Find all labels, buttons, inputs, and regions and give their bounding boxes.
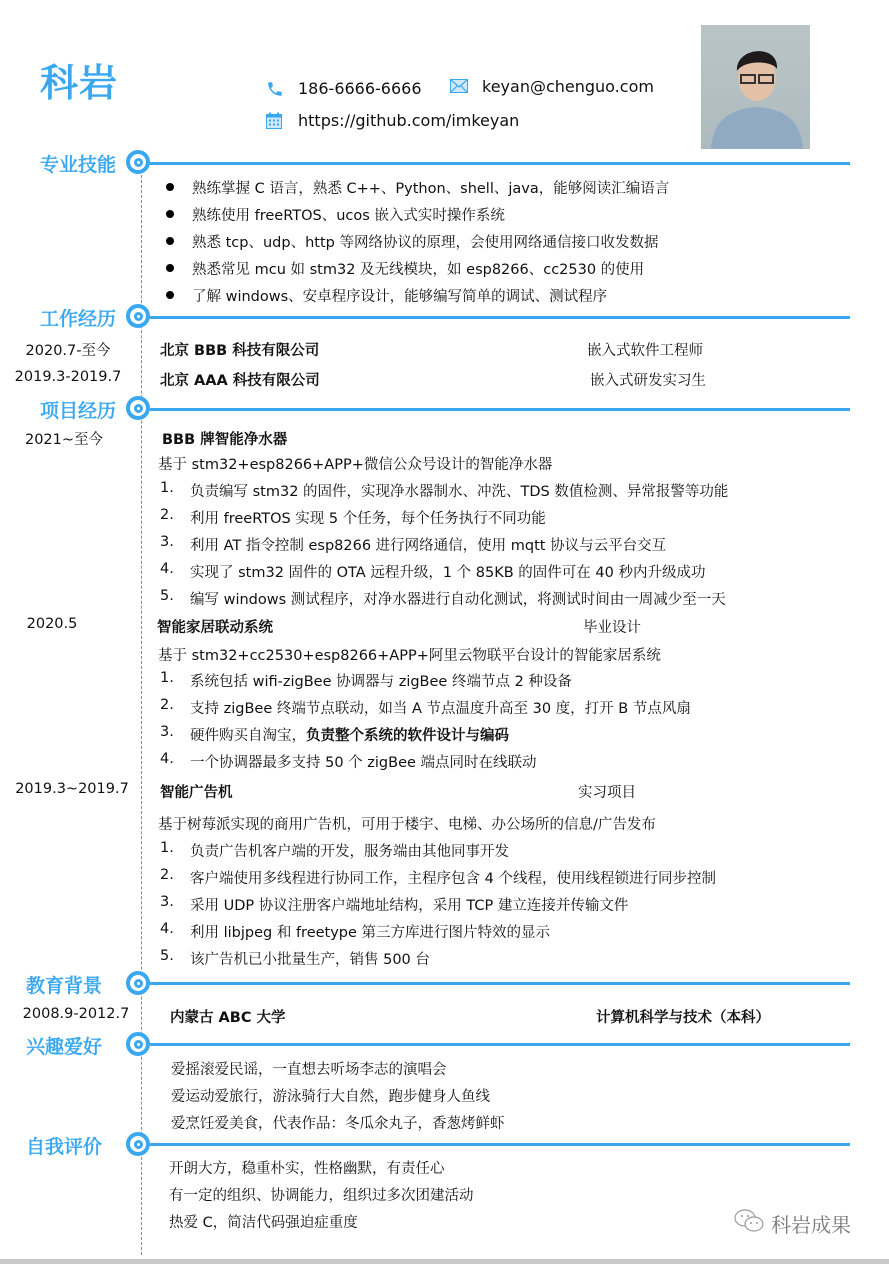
skill-item: 熟练使用 freeRTOS、ucos 嵌入式实时操作系统 bbox=[192, 208, 505, 224]
project-item: 该广告机已小批量生产，销售 500 台 bbox=[190, 952, 430, 968]
project-date: 2019.3~2019.7 bbox=[15, 781, 129, 797]
profile-photo bbox=[701, 25, 810, 149]
work-company: 北京 AAA 科技有限公司 bbox=[160, 373, 320, 389]
project-name: BBB 牌智能净水器 bbox=[162, 432, 288, 448]
github-link[interactable]: https://github.com/imkeyan bbox=[298, 111, 520, 130]
candidate-name: 科岩 bbox=[40, 61, 119, 105]
bullet-icon bbox=[166, 264, 174, 272]
section-divider bbox=[150, 1143, 850, 1146]
github-contact bbox=[266, 111, 519, 130]
section-marker-icon bbox=[126, 1132, 150, 1156]
timeline-line bbox=[141, 175, 142, 1255]
hobby-item: 爱摇滚爱民谣，一直想去听场李志的演唱会 bbox=[171, 1062, 447, 1078]
project-date: 2020.5 bbox=[26, 616, 78, 632]
skill-item: 熟悉常见 mcu 如 stm32 及无线模块，如 esp8266、cc2530 的使用 bbox=[192, 262, 645, 278]
project-item bbox=[190, 724, 509, 745]
watermark bbox=[733, 1207, 851, 1240]
project-item-text: 硬件购买自淘宝， bbox=[190, 728, 306, 744]
project-item: 利用 libjpeg 和 freetype 第三方库进行图片特效的显示 bbox=[190, 925, 551, 941]
skill-item: 熟练掌握 C 语言，熟悉 C++、Python、shell、java，能够阅读汇编语言 bbox=[192, 181, 670, 197]
project-tag: 毕业设计 bbox=[583, 620, 641, 636]
section-marker-icon bbox=[126, 150, 150, 174]
project-date: 2021~至今 bbox=[24, 432, 104, 448]
phone-icon bbox=[266, 80, 286, 98]
project-item: 实现了 stm32 固件的 OTA 远程升级，1 个 85KB 的固件可在 40 秒内升级成功 bbox=[190, 565, 706, 581]
self-item: 有一定的组织、协调能力，组织过多次团建活动 bbox=[169, 1188, 474, 1204]
section-marker-icon bbox=[126, 396, 150, 420]
list-number: 2. bbox=[160, 507, 174, 523]
project-summary: 基于 stm32+cc2530+esp8266+APP+阿里云物联平台设计的智能家居系统 bbox=[158, 648, 661, 664]
section-marker-icon bbox=[126, 304, 150, 328]
list-number: 3. bbox=[160, 724, 174, 740]
list-number: 3. bbox=[160, 894, 174, 910]
envelope-icon bbox=[450, 78, 470, 96]
list-number: 5. bbox=[160, 588, 174, 604]
project-item: 一个协调器最多支持 50 个 zigBee 端点同时在线联动 bbox=[190, 755, 537, 771]
section-divider bbox=[150, 982, 850, 985]
section-title-projects: 项目经历 bbox=[39, 400, 116, 422]
project-summary: 基于 stm32+esp8266+APP+微信公众号设计的智能净水器 bbox=[158, 457, 553, 473]
project-item-highlight: 负责整个系统的软件设计与编码 bbox=[306, 728, 509, 744]
skill-item: 熟悉 tcp、udp、http 等网络协议的原理，会使用网络通信接口收发数据 bbox=[192, 235, 659, 251]
list-number: 1. bbox=[160, 840, 174, 856]
skill-item: 了解 windows、安卓程序设计，能够编写简单的调试、测试程序 bbox=[192, 289, 608, 305]
list-number: 3. bbox=[160, 534, 174, 550]
list-number: 2. bbox=[160, 697, 174, 713]
section-title-work: 工作经历 bbox=[39, 308, 116, 330]
project-summary: 基于树莓派实现的商用广告机，可用于楼宇、电梯、办公场所的信息/广告发布 bbox=[158, 817, 656, 833]
education-school: 内蒙古 ABC 大学 bbox=[170, 1010, 286, 1026]
work-company: 北京 BBB 科技有限公司 bbox=[160, 343, 320, 359]
hobby-item: 爱烹饪爱美食，代表作品：冬瓜氽丸子，香葱烤鲜虾 bbox=[171, 1116, 505, 1132]
bullet-icon bbox=[166, 210, 174, 218]
bullet-icon bbox=[166, 237, 174, 245]
email-address[interactable]: keyan@chenguo.com bbox=[482, 77, 654, 96]
project-tag: 实习项目 bbox=[578, 785, 636, 801]
section-title-skills: 专业技能 bbox=[39, 154, 116, 176]
education-major: 计算机科学与技术（本科） bbox=[596, 1010, 770, 1026]
work-date: 2019.3-2019.7 bbox=[14, 369, 122, 385]
bullet-icon bbox=[166, 183, 174, 191]
work-role: 嵌入式软件工程师 bbox=[587, 343, 703, 359]
list-number: 4. bbox=[160, 921, 174, 937]
phone-number[interactable]: 186-6666-6666 bbox=[298, 79, 422, 98]
project-item: 系统包括 wifi-zigBee 协调器与 zigBee 终端节点 2 种设备 bbox=[190, 674, 572, 690]
watermark-label: 科岩成果 bbox=[771, 1213, 851, 1237]
education-date: 2008.9-2012.7 bbox=[22, 1006, 130, 1022]
project-name: 智能广告机 bbox=[160, 785, 233, 801]
bullet-icon bbox=[166, 291, 174, 299]
project-item: 负责广告机客户端的开发，服务端由其他同事开发 bbox=[190, 844, 509, 860]
page-bottom-edge bbox=[0, 1259, 889, 1264]
project-item: 负责编写 stm32 的固件，实现净水器制水、冲洗、TDS 数值检测、异常报警等功能 bbox=[190, 484, 729, 500]
section-marker-icon bbox=[126, 1032, 150, 1056]
section-title-hobbies: 兴趣爱好 bbox=[25, 1036, 102, 1058]
list-number: 1. bbox=[160, 480, 174, 496]
project-item: 采用 UDP 协议注册客户端地址结构，采用 TCP 建立连接并传输文件 bbox=[190, 898, 629, 914]
self-item: 热爱 C，简洁代码强迫症重度 bbox=[169, 1215, 358, 1231]
section-divider bbox=[150, 316, 850, 319]
project-item: 客户端使用多线程进行协同工作，主程序包含 4 个线程，使用线程锁进行同步控制 bbox=[190, 871, 716, 887]
hobby-item: 爱运动爱旅行，游泳骑行大自然，跑步健身人鱼线 bbox=[171, 1089, 490, 1105]
phone-contact bbox=[266, 79, 422, 98]
section-divider bbox=[150, 408, 850, 411]
project-item: 编写 windows 测试程序，对净水器进行自动化测试，将测试时间由一周减少至一天 bbox=[190, 592, 726, 608]
section-marker-icon bbox=[126, 971, 150, 995]
section-divider bbox=[150, 162, 850, 165]
project-item: 支持 zigBee 终端节点联动，如当 A 节点温度升高至 30 度，打开 B 节点风扇 bbox=[190, 701, 691, 717]
section-title-education: 教育背景 bbox=[25, 975, 102, 997]
list-number: 2. bbox=[160, 867, 174, 883]
project-name: 智能家居联动系统 bbox=[157, 620, 273, 636]
list-number: 4. bbox=[160, 751, 174, 767]
list-number: 5. bbox=[160, 948, 174, 964]
work-date: 2020.7-至今 bbox=[25, 343, 111, 359]
email-contact bbox=[450, 77, 654, 96]
wechat-icon bbox=[733, 1207, 765, 1240]
work-role: 嵌入式研发实习生 bbox=[590, 373, 706, 389]
list-number: 1. bbox=[160, 670, 174, 686]
list-number: 4. bbox=[160, 561, 174, 577]
project-item: 利用 freeRTOS 实现 5 个任务，每个任务执行不同功能 bbox=[190, 511, 546, 527]
project-item: 利用 AT 指令控制 esp8266 进行网络通信，使用 mqtt 协议与云平台交互 bbox=[190, 538, 667, 554]
section-divider bbox=[150, 1043, 850, 1046]
section-title-self: 自我评价 bbox=[25, 1136, 102, 1158]
self-item: 开朗大方，稳重朴实，性格幽默，有责任心 bbox=[169, 1161, 445, 1177]
calendar-icon bbox=[266, 112, 286, 130]
